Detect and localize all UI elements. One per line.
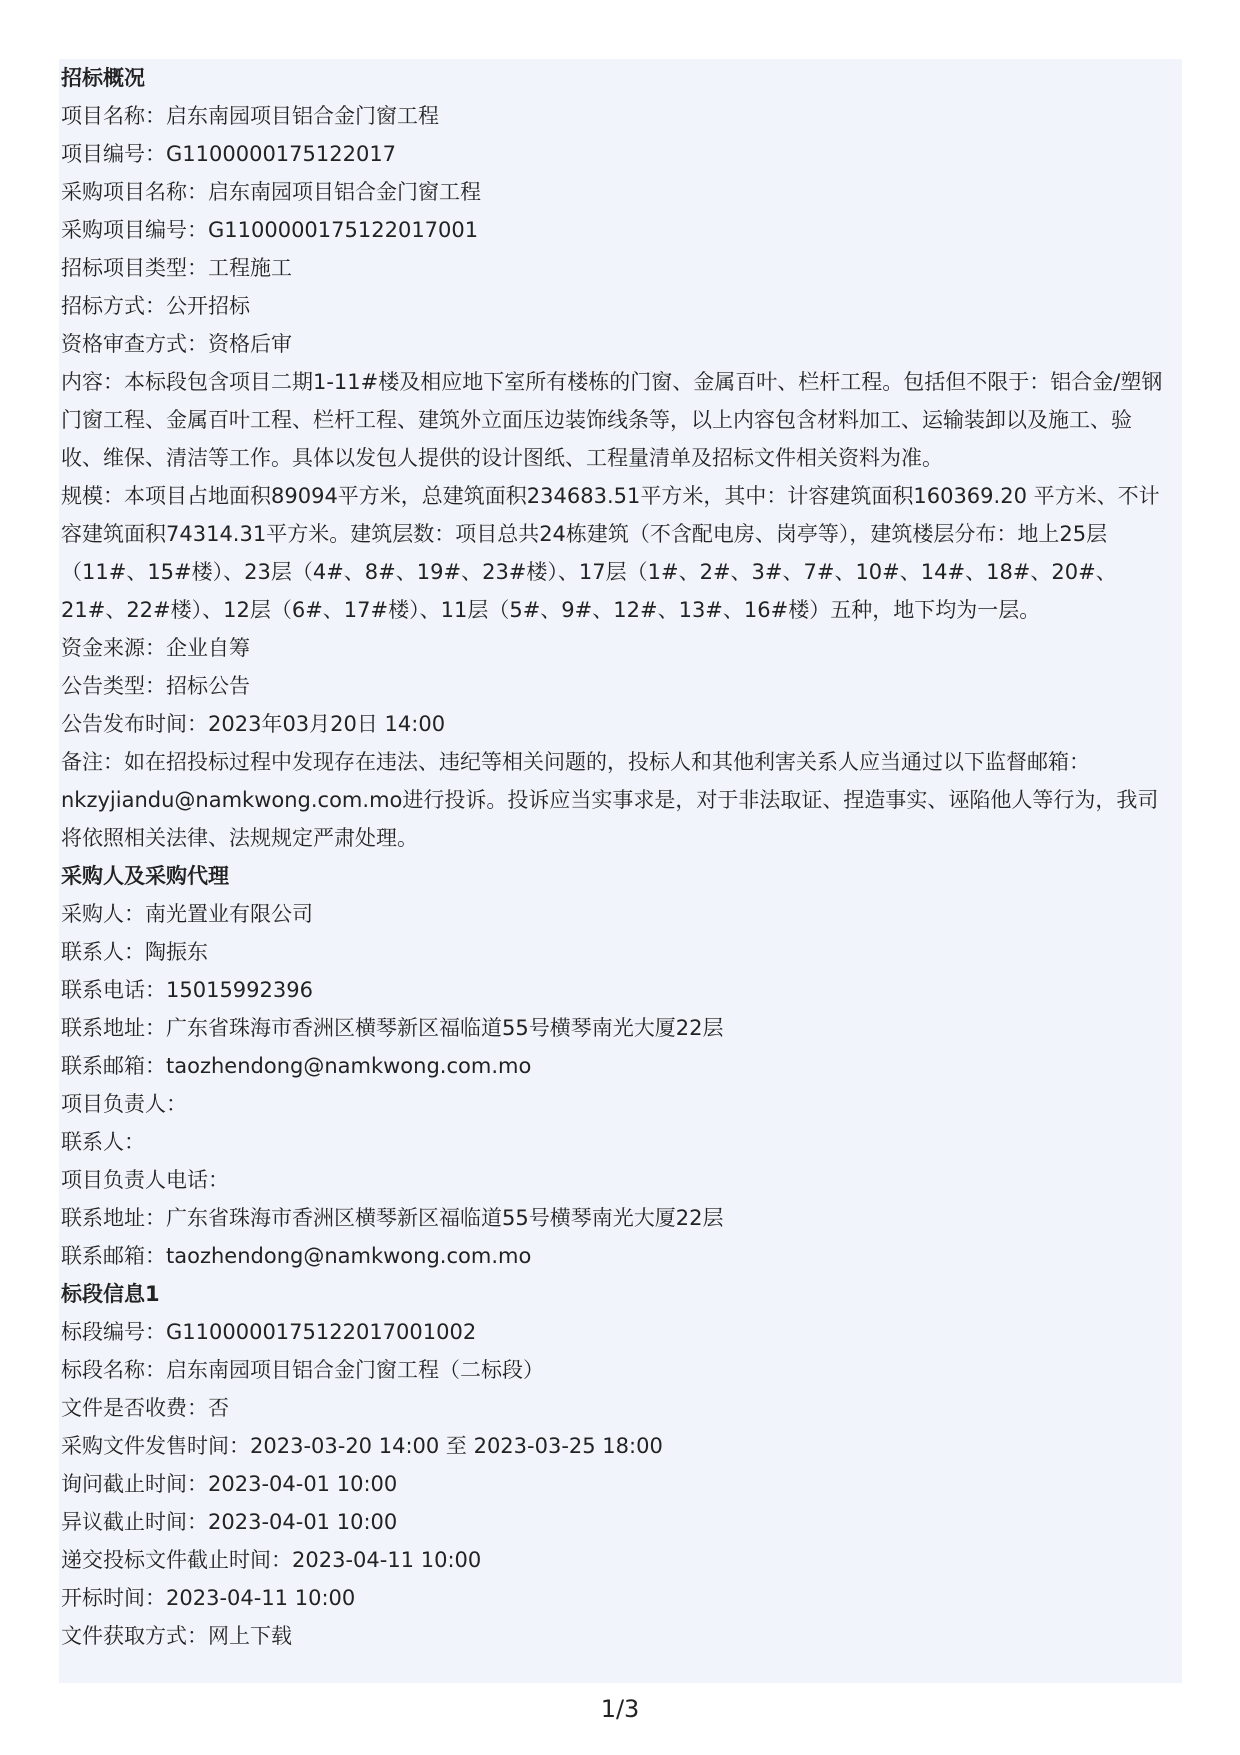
lot-name: 标段名称：启东南园项目铝合金门窗工程（二标段） — [61, 1358, 544, 1382]
page-number: 1/3 — [600, 1695, 640, 1723]
document-sale-time: 采购文件发售时间：2023-03-20 14:00 至 2023-03-25 18:00 — [61, 1434, 663, 1458]
contact-phone: 联系电话：15015992396 — [61, 978, 313, 1002]
bid-opening-time: 开标时间：2023-04-11 10:00 — [61, 1586, 356, 1610]
agent-contact-address: 联系地址：广东省珠海市香洲区横琴新区福临道55号横琴南光大厦22层 — [61, 1206, 724, 1230]
tender-method: 招标方式：公开招标 — [61, 294, 250, 318]
procurement-project-number: 采购项目编号：G1100000175122017001 — [61, 218, 479, 242]
project-number: 项目编号：G1100000175122017 — [61, 142, 397, 166]
project-manager-phone: 项目负责人电话： — [61, 1168, 229, 1192]
agent-contact-person: 联系人： — [61, 1130, 145, 1154]
procurement-project-name: 采购项目名称：启东南园项目铝合金门窗工程 — [61, 180, 481, 204]
remark-paragraph: 备注：如在招投标过程中发现存在违法、违纪等相关问题的，投标人和其他利害关系人应当通过以下监督邮箱：nkzyjiandu@namkwong.com.mo进行投诉。投诉应当实事求是，对于非法取证、捏造事实、诬陷他人等行为，我司将依照相关法律、法规规定严肃处理。 — [61, 750, 1159, 850]
scale-paragraph: 规模：本项目占地面积89094平方米，总建筑面积234683.51平方米，其中：计容建筑面积160369.20 平方米、不计容建筑面积74314.31平方米。建筑层数：项目总共24栋建筑（不含配电房、岗亭等），建筑楼层分布：地上25层（11#、15#楼）、23层（4#、8#、19#、23#楼）、17层（1#、2#、3#、7#、10#、14#、18#、20#、21#、22#楼）、12层（6#、17#楼）、11层（5#、9#、12#、13#、16#楼）五种，地下均为一层。 — [61, 484, 1160, 622]
document-content — [61, 59, 1171, 1655]
qualification-review-method: 资格审查方式：资格后审 — [61, 332, 292, 356]
section-heading-overview: 招标概况 — [61, 66, 145, 90]
contact-person: 联系人：陶振东 — [61, 940, 208, 964]
lot-number: 标段编号：G1100000175122017001002 — [61, 1320, 477, 1344]
inquiry-deadline: 询问截止时间：2023-04-01 10:00 — [61, 1472, 398, 1496]
objection-deadline: 异议截止时间：2023-04-01 10:00 — [61, 1510, 398, 1534]
tender-project-type: 招标项目类型：工程施工 — [61, 256, 292, 280]
contact-email: 联系邮箱：taozhendong@namkwong.com.mo — [61, 1054, 532, 1078]
announcement-type: 公告类型：招标公告 — [61, 674, 250, 698]
content-paragraph: 内容：本标段包含项目二期1-11#楼及相应地下室所有楼栋的门窗、金属百叶、栏杆工程。包括但不限于：铝合金/塑钢门窗工程、金属百叶工程、栏杆工程、建筑外立面压边装饰线条等，以上内容包含材料加工、运输装卸以及施工、验收、维保、清洁等工作。具体以发包人提供的设计图纸、工程量清单及招标文件相关资料为准。 — [61, 370, 1163, 470]
contact-address: 联系地址：广东省珠海市香洲区横琴新区福临道55号横琴南光大厦22层 — [61, 1016, 724, 1040]
announcement-publish-time: 公告发布时间：2023年03月20日 14:00 — [61, 712, 446, 736]
purchaser: 采购人：南光置业有限公司 — [61, 902, 313, 926]
funding-source: 资金来源：企业自筹 — [61, 636, 250, 660]
document-fee: 文件是否收费：否 — [61, 1396, 229, 1420]
document-acquisition-method: 文件获取方式：网上下载 — [61, 1624, 292, 1648]
section-heading-purchaser: 采购人及采购代理 — [61, 864, 229, 888]
bid-submission-deadline: 递交投标文件截止时间：2023-04-11 10:00 — [61, 1548, 482, 1572]
project-name: 项目名称：启东南园项目铝合金门窗工程 — [61, 104, 439, 128]
project-manager: 项目负责人： — [61, 1092, 187, 1116]
agent-contact-email: 联系邮箱：taozhendong@namkwong.com.mo — [61, 1244, 532, 1268]
section-heading-lot-info: 标段信息1 — [61, 1282, 160, 1306]
